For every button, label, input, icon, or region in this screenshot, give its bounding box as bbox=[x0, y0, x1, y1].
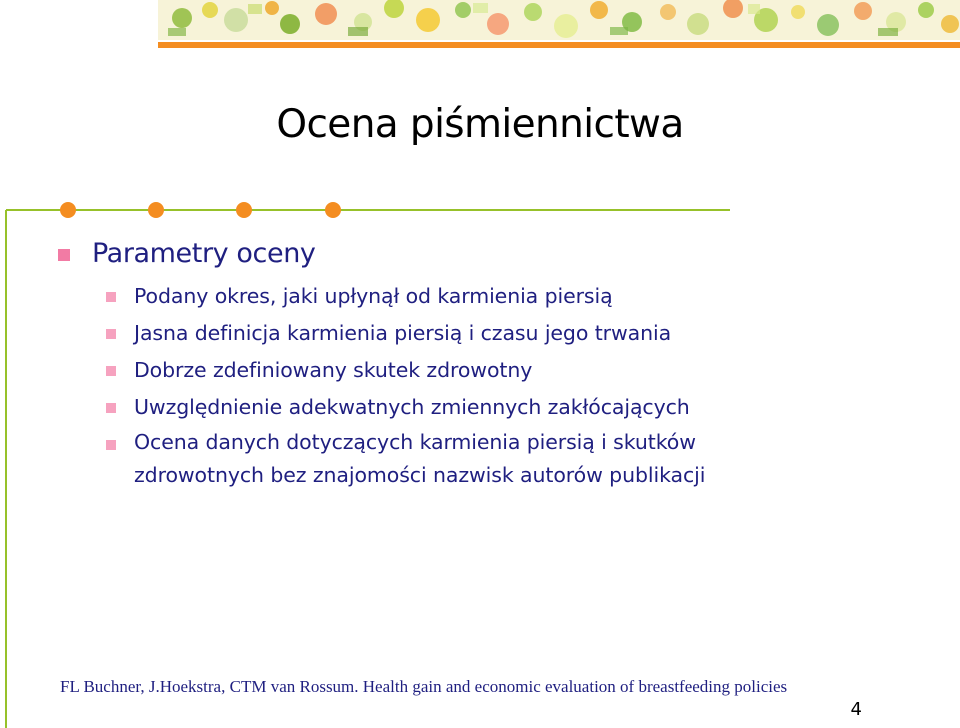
sub-bullet-label: Uwzględnienie adekwatnych zmiennych zakłócających bbox=[134, 395, 690, 419]
sub-bullet-item bbox=[52, 352, 832, 389]
small-pink-square-bullet-icon bbox=[106, 440, 116, 450]
sub-bullet-item bbox=[52, 389, 832, 426]
sub-bullet-label: Ocena danych dotyczących karmienia piersią i skutków zdrowotnych bez znajomości nazwisk autorów publikacji bbox=[134, 430, 706, 487]
sub-bullet-list bbox=[52, 278, 832, 492]
sub-bullet-label: Dobrze zdefiniowany skutek zdrowotny bbox=[134, 358, 533, 382]
pink-square-bullet-icon bbox=[58, 249, 70, 261]
sub-bullet-label: Jasna definicja karmienia piersią i czasu jego trwania bbox=[134, 321, 672, 345]
sub-bullet-item bbox=[52, 278, 832, 315]
floral-banner-art bbox=[158, 0, 960, 48]
page-number: 4 bbox=[850, 699, 862, 720]
footer-credit: FL Buchner, J.Hoekstra, CTM van Rossum. Health gain and economic evaluation of breastfeeding policies bbox=[60, 677, 788, 696]
sub-bullet-item bbox=[52, 315, 832, 352]
small-pink-square-bullet-icon bbox=[106, 366, 116, 376]
small-pink-square-bullet-icon bbox=[106, 292, 116, 302]
main-bullet-label: Parametry oceny bbox=[92, 238, 316, 269]
sub-bullet-label: Podany okres, jaki upłynął od karmienia piersią bbox=[134, 284, 613, 308]
floral-banner-decoration bbox=[158, 0, 960, 48]
bullet-content bbox=[52, 232, 832, 492]
orange-dot-icon bbox=[236, 202, 252, 218]
orange-dot-icon bbox=[60, 202, 76, 218]
small-pink-square-bullet-icon bbox=[106, 403, 116, 413]
orange-dot-icon bbox=[148, 202, 164, 218]
slide-title: Ocena piśmiennictwa bbox=[276, 102, 684, 147]
small-pink-square-bullet-icon bbox=[106, 329, 116, 339]
main-bullet-item bbox=[52, 232, 832, 276]
orange-dot-icon bbox=[325, 202, 341, 218]
sub-bullet-item bbox=[52, 426, 832, 492]
